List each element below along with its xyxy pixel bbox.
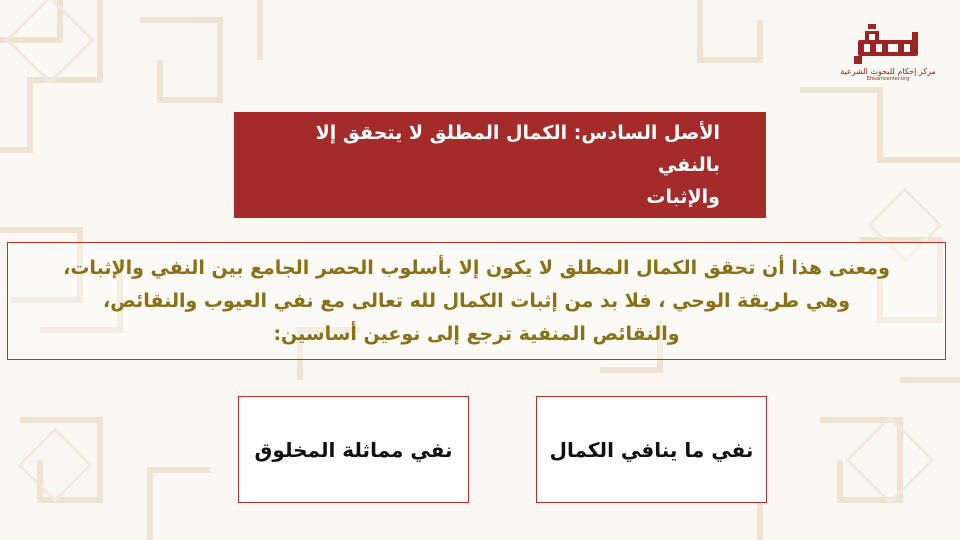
- branch-box-right: [536, 396, 767, 503]
- paragraph-line-3: والنقائص المنفية ترجع إلى نوعين أساسين:: [273, 322, 680, 345]
- title-line-2: والإثبات: [646, 186, 720, 208]
- logo-url: Ehkamcenter.org: [866, 76, 910, 82]
- ehkam-logo-mark-icon: [850, 22, 926, 66]
- logo-subtitle: مركز إحكام للبحوث الشرعية: [840, 67, 936, 76]
- slide-title: [280, 117, 720, 213]
- ehkam-logo: [838, 22, 938, 102]
- branch-label-right: نفي ما ينافي الكمال: [549, 437, 754, 462]
- branch-box-left: [238, 396, 469, 503]
- branch-label-left: نفي مماثلة المخلوق: [254, 437, 453, 462]
- paragraph-line-2: وهي طريقة الوحي ، فلا بد من إثبات الكمال لله تعالى مع نفي العيوب والنقائص،: [102, 289, 851, 312]
- explanation-box: [7, 242, 946, 360]
- title-line-1: الأصل السادس: الكمال المطلق لا يتحقق إلا بالنفي: [315, 122, 720, 176]
- paragraph-line-1: ومعنى هذا أن تحقق الكمال المطلق لا يكون إلا بأسلوب الحصر الجامع بين النفي والإثبات،: [63, 256, 890, 279]
- title-banner: [234, 112, 766, 218]
